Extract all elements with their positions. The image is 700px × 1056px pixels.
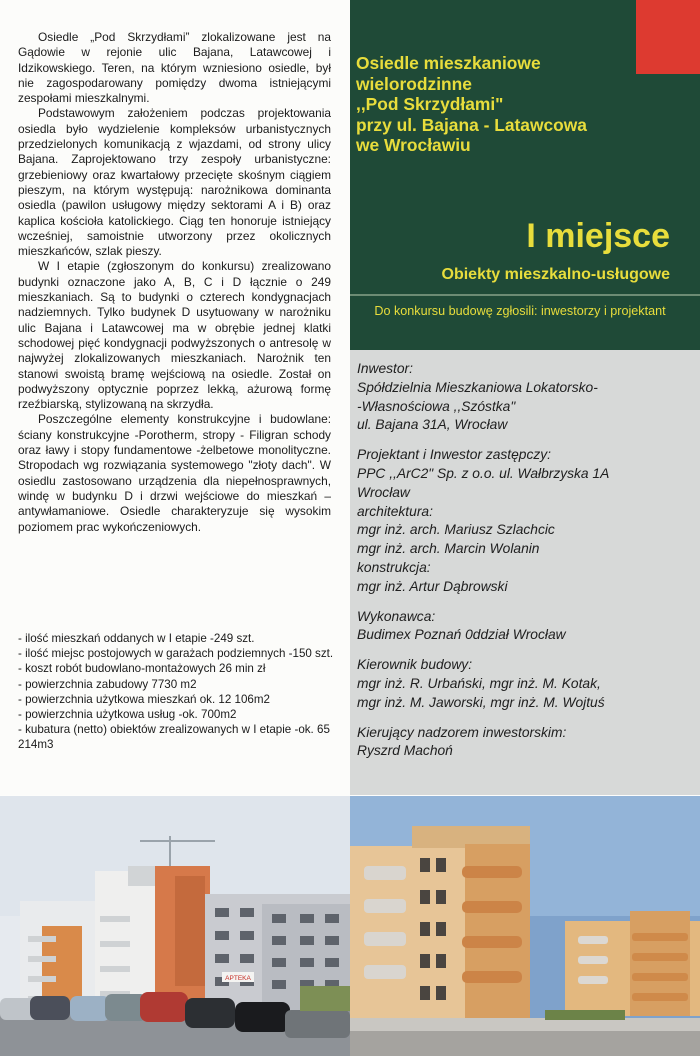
credit-line: konstrukcja: <box>357 559 431 575</box>
stat-item: - powierzchnia użytkowa usług -ok. 700m2 <box>18 708 237 722</box>
credit-line: Budimex Poznań 0ddział Wrocław <box>357 627 566 643</box>
credit-line: Inwestor: <box>357 361 413 376</box>
photo-estate-street-view <box>0 796 350 1056</box>
photo-estate-street-view-illustration <box>0 796 350 1056</box>
credit-line: Ryszrd Machoń <box>357 743 453 759</box>
credits-list <box>357 360 692 772</box>
stat-item: - kubatura (netto) obiektów zrealizowanych w I etapie -ok. 65 214m3 <box>18 723 330 752</box>
credit-line: Projektant i Inwestor zastępczy: <box>357 447 552 463</box>
credit-line: mgr inż. Artur Dąbrowski <box>357 578 508 594</box>
stats-list <box>18 631 336 753</box>
title-line: Osiedle mieszkaniowe <box>356 53 541 73</box>
header-divider <box>350 294 700 296</box>
credit-line: mgr inż. R. Urbański, mgr inż. M. Kotak, <box>357 675 601 691</box>
stat-item: - koszt robót budowlano-montażowych 26 min zł <box>18 662 266 676</box>
credit-line: mgr inż. arch. Mariusz Szlachcic <box>357 522 555 538</box>
stat-item: - ilość miejsc postojowych w garażach podziemnych -150 szt. <box>18 647 334 661</box>
credit-line: Spółdzielnia Mieszkaniowa Lokatorsko- <box>357 379 598 395</box>
title-line: ,,Pod Skrzydłami" <box>356 94 504 114</box>
left-column <box>0 0 350 795</box>
submitted-by-note: Do konkursu budowę zgłosili: inwestorzy i projektant <box>374 304 666 318</box>
intro-paragraph: Podstawowym założeniem podczas projektowania osiedla było wydzielenie kompleksów urbanistycznych przedzielonych komunikacją z wjazdami, od strony ulicy Bajana. Zaprojektowano trzy zespoły urbanistyczne: grzebieniowy oraz kwartałowy przecięte skośnym ciągiem pieszym, na którym występują: narożnikowa dominanta osiedla (pawilon usługowy między sektorami A i B) oraz kaplica kościoła katolickiego. Ciąg ten honoruje istniejący wcześniej, samoistnie utworzony przez okolicznych mieszkańców, szlak pieszy. <box>18 106 331 259</box>
stat-item: - ilość mieszkań oddanych w I etapie -249 szt. <box>18 632 255 645</box>
credit-line: Wykonawca: <box>357 608 436 624</box>
credit-line: Wrocław <box>357 484 410 500</box>
title-line: wielorodzinne <box>356 73 472 94</box>
photo-building-facades-illustration <box>350 796 700 1056</box>
credit-line: mgr inż. arch. Marcin Wolanin <box>357 541 540 557</box>
stat-item: - powierzchnia zabudowy 7730 m2 <box>18 677 197 691</box>
intro-paragraph: W I etapie (zgłoszonym do konkursu) zrealizowano budynki oznaczone jako A, B, C i D łącznie o 249 mieszkaniach. Są to budynki o czterech kondygnacjach nadziemnych. Tylko budynek D usytuowany w narożniku ulic Bajana i Latawcowej ma w obrębie jednej klatki schodowej pięć kondygnacji podwyższonych o antresolę w najwyżej zlokalizowanych mieszkaniach. Narożnik ten stanowi swoistą bramę wejściową na osiedle. Został on podwyższony optycznie poprzez lekką, ażurową formę rzeźbiarską, stylizowaną na skrzydła. <box>18 259 331 412</box>
article-text <box>18 30 331 535</box>
credit-line: PPC ,,ArC2" Sp. z o.o. ul. Wałbrzyska 1A <box>357 465 610 481</box>
credit-line: -Własnościowa ,,Szóstka" <box>357 398 516 414</box>
stat-item: - powierzchnia użytkowa mieszkań ok. 12 106m2 <box>18 692 270 706</box>
project-title <box>356 53 646 156</box>
credit-block-contractor <box>357 608 692 646</box>
credit-block-investor <box>357 360 692 435</box>
credit-line: architektura: <box>357 503 433 519</box>
credit-line: ul. Bajana 31A, Wrocław <box>357 417 508 433</box>
credit-block-supervisor <box>357 724 692 762</box>
intro-paragraph: Poszczególne elementy konstrukcyjne i budowlane: ściany konstrukcyjne -Porotherm, stropy - Filigran schody oraz ławy i stopy fundamentowe -żelbetowe monolityczne. Stropodach wg rozwiązania systemowego "złoty dach". W osiedlu zastosowano urządzenia dla niepełnosprawnych, windę w budynku D i drzwi wejściowe do mieszkań –antywłamaniowe. Osiedle charakteryzuje się wysokim poziomem prac wykończeniowych. <box>18 412 331 534</box>
credit-line: Kierownik budowy: <box>357 657 473 673</box>
photo-building-facades <box>350 796 700 1056</box>
shop-sign-text: APTEKA <box>225 975 251 982</box>
credit-block-designer <box>357 446 692 596</box>
award-category: Obiekty mieszkalno-usługowe <box>441 266 670 283</box>
credit-line: mgr inż. M. Jaworski, mgr inż. M. Wojtuś <box>357 694 605 710</box>
intro-paragraph: Osiedle „Pod Skrzydłami” zlokalizowane jest na Gądowie w rejonie ulic Bajana, Latawcowej i Idzikowskiego. Teren, na którym wzniesiono osiedle, był nie zagospodarowany pomiędzy dwoma istniejącymi zespołami mieszkalnymi. <box>18 30 331 106</box>
credit-line: Kierujący nadzorem inwestorskim: <box>357 724 567 740</box>
credit-block-site-manager <box>357 656 692 712</box>
title-line: we Wrocławiu <box>356 135 471 155</box>
award-place: I miejsce <box>526 217 670 255</box>
title-line: przy ul. Bajana - Latawcowa <box>356 114 587 135</box>
